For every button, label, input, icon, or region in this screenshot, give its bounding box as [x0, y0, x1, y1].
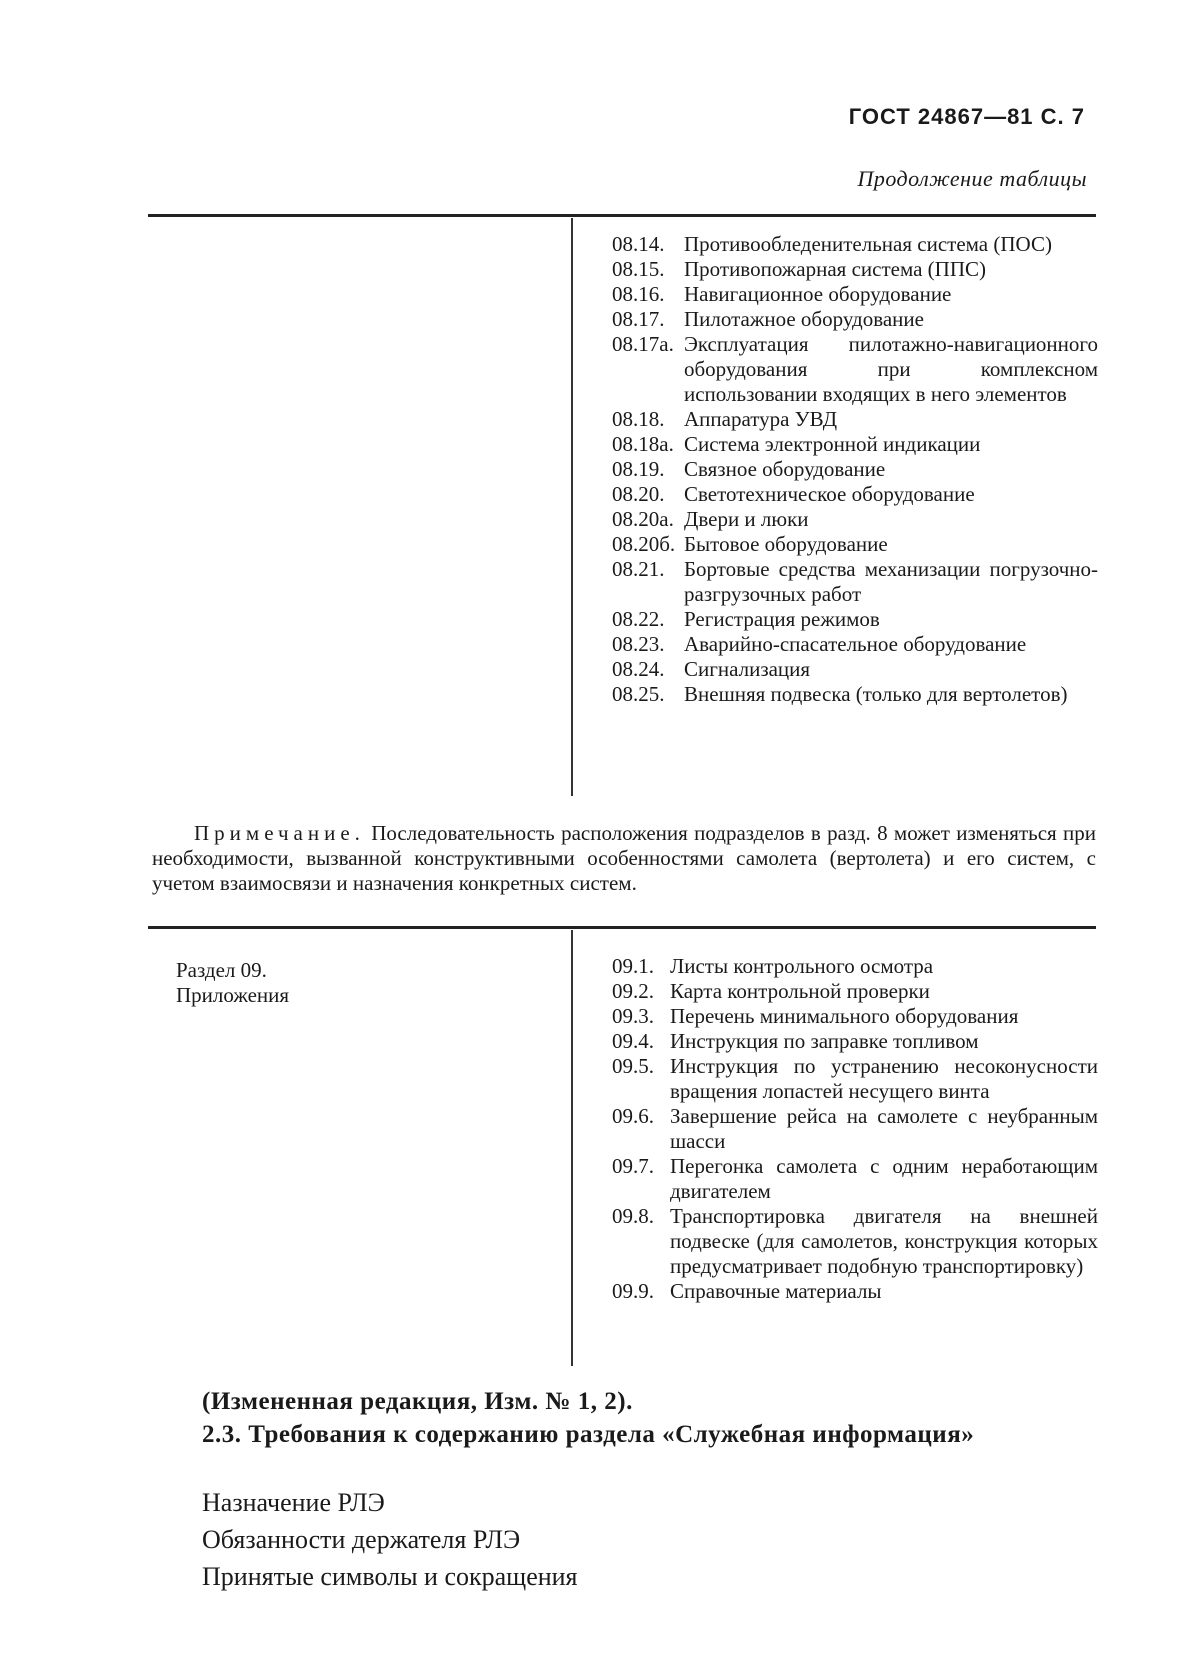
- entry-text: Регистрация режимов: [684, 607, 880, 631]
- entry-text: Аварийно-спасательное оборудование: [684, 632, 1027, 656]
- entry-text: Бортовые средства механизации погрузочно-разгрузочных работ: [684, 557, 1098, 606]
- entry-text: Противопожарная система (ППС): [684, 257, 987, 281]
- entry-code: 08.23.: [612, 632, 665, 656]
- table-continuation-label: Продолжение таблицы: [857, 166, 1087, 191]
- entry-text: Светотехническое оборудование: [684, 482, 975, 506]
- entry-text: Завершение рейса на самолете с неубранным шасси: [670, 1104, 1098, 1153]
- list-item: Назначение РЛЭ: [202, 1488, 385, 1517]
- table-column-divider: [571, 218, 573, 796]
- entry-text: Перегонка самолета с одним неработающим двигателем: [670, 1154, 1098, 1203]
- table2-row: [612, 1054, 1098, 1104]
- table1-row: [612, 232, 1098, 257]
- entry-code: 08.14.: [612, 232, 665, 256]
- entry-text: Связное оборудование: [684, 457, 886, 481]
- table1-row: [612, 532, 1098, 557]
- table1-entries: [612, 232, 1098, 707]
- entry-text: Транспортировка двигателя на внешней подвеске (для самолетов, конструкция которых предусматривает подобную транспортировку): [670, 1204, 1098, 1278]
- entry-code: 09.7.: [612, 1154, 654, 1178]
- table2-row: [612, 979, 1098, 1004]
- entry-code: 09.4.: [612, 1029, 654, 1053]
- note-text: Последовательность расположения подразделов в разд. 8 может изменяться при необходимости, вызванной конструктивными особенностями самолета (вертолета) и его систем, с учетом взаимосвязи и назначения конкретных систем.: [152, 821, 1096, 895]
- entry-code: 08.21.: [612, 557, 665, 581]
- list-item: Принятые символы и сокращения: [202, 1562, 578, 1591]
- table2-entries: [612, 954, 1098, 1304]
- table1-row: [612, 507, 1098, 532]
- table1-row: [612, 307, 1098, 332]
- table1-row: [612, 632, 1098, 657]
- table2-top-rule: [148, 926, 1096, 929]
- table-top-rule: [148, 214, 1096, 217]
- requirements-heading: 2.3. Требования к содержанию раздела «Служебная информация»: [202, 1421, 975, 1448]
- entry-text: Инструкция по заправке топливом: [670, 1029, 979, 1053]
- entry-code: 09.3.: [612, 1004, 654, 1028]
- entry-code: 08.25.: [612, 682, 665, 706]
- table1-row: [612, 557, 1098, 607]
- entry-text: Эксплуатация пилотажно-навигационного оборудования при комплексном использовании входящих в него элементов: [684, 332, 1098, 406]
- entry-text: Бытовое оборудование: [684, 532, 888, 556]
- entry-code: 08.22.: [612, 607, 665, 631]
- entry-code: 08.18а.: [612, 432, 674, 456]
- table1-row: [612, 682, 1098, 707]
- entry-text: Справочные материалы: [670, 1279, 882, 1303]
- entry-text: Навигационное оборудование: [684, 282, 952, 306]
- entry-code: 08.18.: [612, 407, 665, 431]
- section-title: Приложения: [176, 983, 290, 1007]
- entry-text: Листы контрольного осмотра: [670, 954, 934, 978]
- entry-text: Противообледенительная система (ПОС): [684, 232, 1052, 256]
- entry-text: Внешняя подвеска (только для вертолетов): [684, 682, 1068, 706]
- entry-text: Карта контрольной проверки: [670, 979, 930, 1003]
- section-cell: [176, 958, 289, 1008]
- table1-row: [612, 282, 1098, 307]
- entry-code: 08.20.: [612, 482, 665, 506]
- list-item: Обязанности держателя РЛЭ: [202, 1525, 521, 1554]
- entry-code: 09.5.: [612, 1054, 654, 1078]
- section-number: Раздел 09.: [176, 958, 267, 982]
- table1-row: [612, 657, 1098, 682]
- entry-code: 08.16.: [612, 282, 665, 306]
- note-label: Примечание.: [194, 821, 365, 845]
- table2-row: [612, 1104, 1098, 1154]
- table2-row: [612, 1204, 1098, 1279]
- table2-row: [612, 954, 1098, 979]
- entry-code: 09.1.: [612, 954, 654, 978]
- entry-text: Инструкция по устранению несоконусности вращения лопастей несущего винта: [670, 1054, 1098, 1103]
- entry-code: 09.9.: [612, 1279, 654, 1303]
- entry-text: Система электронной индикации: [684, 432, 981, 456]
- table2-row: [612, 1154, 1098, 1204]
- table2-row: [612, 1029, 1098, 1054]
- table2-row: [612, 1004, 1098, 1029]
- entry-code: 09.2.: [612, 979, 654, 1003]
- table1-row: [612, 432, 1098, 457]
- entry-code: 08.20а.: [612, 507, 674, 531]
- entry-code: 08.20б.: [612, 532, 676, 556]
- table2-row: [612, 1279, 1098, 1304]
- table1-row: [612, 257, 1098, 282]
- entry-code: 09.8.: [612, 1204, 654, 1228]
- entry-text: Перечень минимального оборудования: [670, 1004, 1019, 1028]
- entry-text: Аппаратура УВД: [684, 407, 838, 431]
- table1-row: [612, 332, 1098, 407]
- table2-column-divider: [571, 930, 573, 1366]
- entry-text: Пилотажное оборудование: [684, 307, 924, 331]
- entry-code: 09.6.: [612, 1104, 654, 1128]
- entry-code: 08.17.: [612, 307, 665, 331]
- edition-note: (Измененная редакция, Изм. № 1, 2).: [202, 1388, 633, 1415]
- table-note: [152, 821, 1096, 896]
- entry-code: 08.19.: [612, 457, 665, 481]
- entry-code: 08.15.: [612, 257, 665, 281]
- entry-text: Сигнализация: [684, 657, 811, 681]
- page-header: ГОСТ 24867—81 С. 7: [848, 104, 1085, 129]
- service-info-list: [202, 1484, 578, 1595]
- table1-row: [612, 407, 1098, 432]
- table1-row: [612, 607, 1098, 632]
- entry-code: 08.17а.: [612, 332, 674, 356]
- entry-code: 08.24.: [612, 657, 665, 681]
- table1-row: [612, 457, 1098, 482]
- entry-text: Двери и люки: [684, 507, 809, 531]
- table1-row: [612, 482, 1098, 507]
